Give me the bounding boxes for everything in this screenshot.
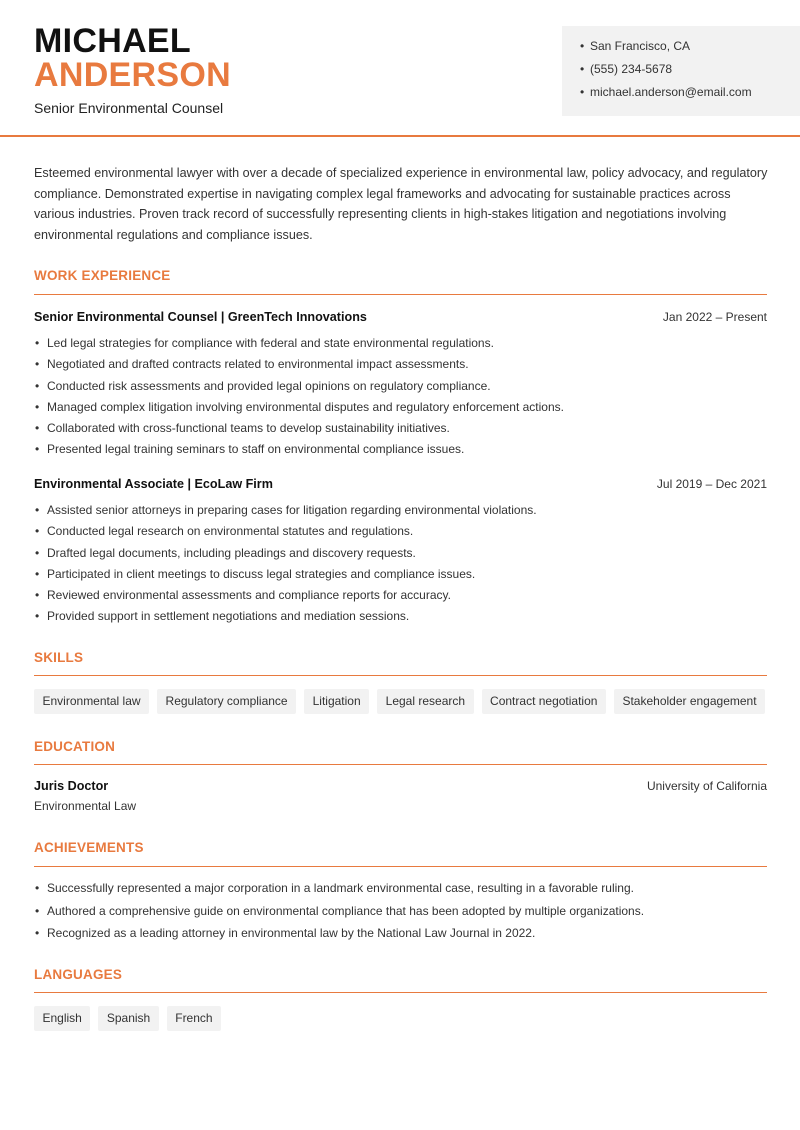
contact-box — [562, 26, 800, 116]
last-name: ANDERSON — [34, 56, 231, 94]
section-title-education: EDUCATION — [34, 739, 116, 754]
job-header-2 — [34, 477, 767, 491]
list-item: • Authored a comprehensive guide on environmental compliance that has been adopted by multiple organizations. — [34, 901, 770, 924]
education-degree: Juris Doctor — [34, 779, 109, 793]
languages-list — [34, 1006, 221, 1031]
list-item: • Successfully represented a major corporation in a landmark environmental case, resulting in a favorable ruling. — [34, 878, 770, 901]
skill-tag: Environmental law — [34, 689, 149, 714]
job-role-1: Senior Environmental Counsel | GreenTech Innovations — [34, 310, 367, 324]
skill-tag: Regulatory compliance — [157, 689, 296, 714]
summary-paragraph: Esteemed environmental lawyer with over a decade of specialized experience in environmental law, policy advocacy, and regulatory compliance. Demonstrated expertise in navigating complex legal frameworks and advocating for sustainable practices across various industries. Proven track record of successfully representing clients in high-stakes litigation and negotiations involving environmental regulations and compliance issues. — [34, 166, 768, 242]
first-name: MICHAEL — [34, 22, 191, 60]
list-item: • Assisted senior attorneys in preparing cases for litigation regarding environmental violations. — [34, 500, 770, 521]
section-title-work: WORK EXPERIENCE — [34, 268, 171, 283]
list-item: • Participated in client meetings to discuss legal strategies and compliance issues. — [34, 564, 770, 585]
language-tag: French — [167, 1006, 221, 1031]
list-item: • Conducted risk assessments and provided legal opinions on regulatory compliance. — [34, 376, 770, 397]
language-tag: English — [34, 1006, 90, 1031]
list-item: • Collaborated with cross-functional teams to develop sustainability initiatives. — [34, 418, 770, 439]
section-divider — [34, 866, 767, 867]
list-item: • Managed complex litigation involving environmental disputes and regulatory enforcement actions. — [34, 397, 770, 418]
education-field: Environmental Law — [34, 799, 137, 813]
resume-header — [0, 0, 800, 137]
skill-tag: Contract negotiation — [482, 689, 606, 714]
list-item: • Led legal strategies for compliance with federal and state environmental regulations. — [34, 333, 770, 354]
section-divider — [34, 764, 767, 765]
contact-phone: • (555) 234-5678 — [580, 59, 800, 82]
section-divider — [34, 294, 767, 295]
job-bullets-2 — [34, 500, 770, 628]
list-item: • Negotiated and drafted contracts related to environmental impact assessments. — [34, 354, 770, 375]
skill-tag: Legal research — [377, 689, 473, 714]
list-item: • Drafted legal documents, including pleadings and discovery requests. — [34, 543, 770, 564]
list-item: • Recognized as a leading attorney in environmental law by the National Law Journal in 2022. — [34, 923, 770, 946]
contact-location: • San Francisco, CA — [580, 36, 800, 59]
section-divider — [34, 992, 767, 993]
skill-tag: Litigation — [304, 689, 369, 714]
contact-email[interactable]: • michael.anderson@email.com — [580, 82, 800, 105]
job-dates-2: Jul 2019 – Dec 2021 — [656, 477, 767, 491]
skill-tag: Stakeholder engagement — [614, 689, 765, 714]
job-header-1 — [34, 310, 767, 324]
education-school: University of California — [646, 779, 767, 793]
language-tag: Spanish — [98, 1006, 158, 1031]
section-divider — [34, 675, 767, 676]
list-item: • Reviewed environmental assessments and compliance reports for accuracy. — [34, 585, 770, 606]
section-title-skills: SKILLS — [34, 650, 84, 665]
job-role-2: Environmental Associate | EcoLaw Firm — [34, 477, 273, 491]
list-item: • Provided support in settlement negotiations and mediation sessions. — [34, 606, 770, 627]
section-title-languages: LANGUAGES — [34, 967, 123, 982]
list-item: • Conducted legal research on environmental statutes and regulations. — [34, 521, 770, 542]
list-item: • Presented legal training seminars to staff on environmental compliance issues. — [34, 439, 770, 460]
job-title: Senior Environmental Counsel — [34, 100, 224, 116]
job-bullets-1 — [34, 333, 770, 461]
section-title-achievements: ACHIEVEMENTS — [34, 840, 144, 855]
achievements-list — [34, 878, 770, 946]
job-dates-1: Jan 2022 – Present — [662, 310, 767, 324]
skills-list — [34, 689, 765, 714]
